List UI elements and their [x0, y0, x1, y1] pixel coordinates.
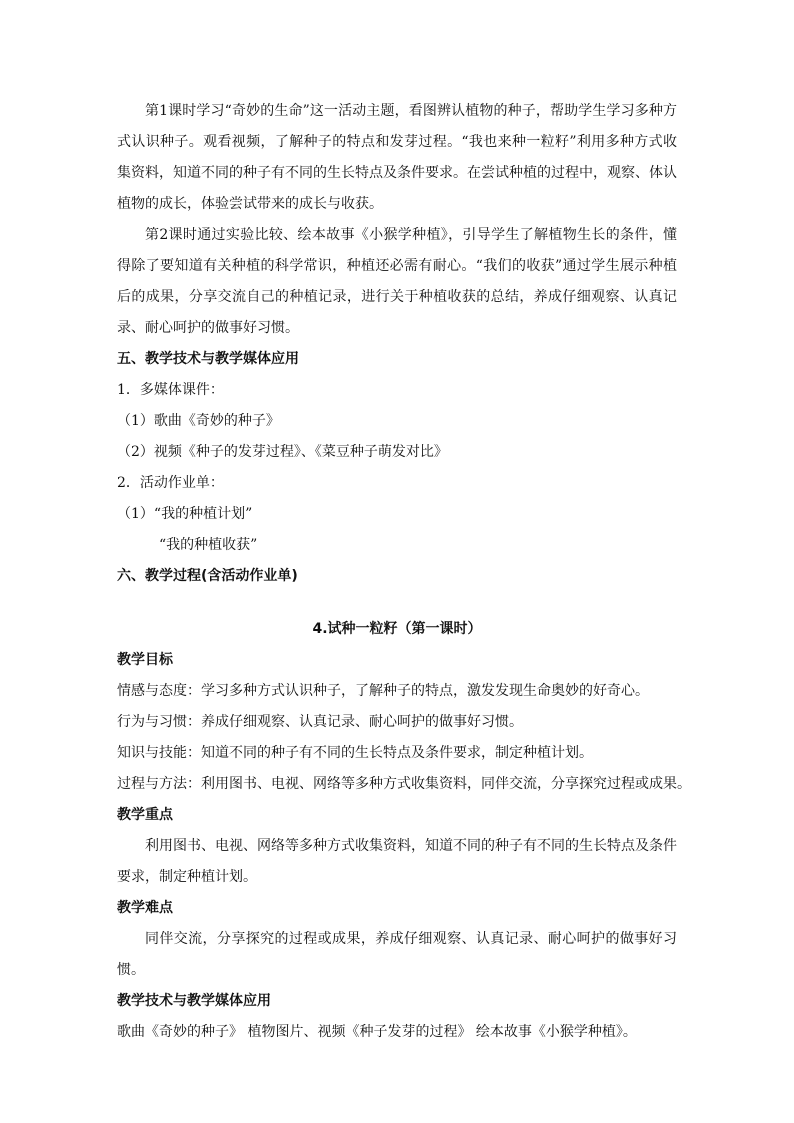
goals-heading: 教学目标 [117, 652, 173, 668]
key-points-heading: 教学重点 [117, 807, 173, 823]
intro-paragraph-1: 第1课时学习“奇妙的生命”这一活动主题，看图辨认植物的种子，帮助学生学习多种方式认识种子。观看视频，了解种子的特点和发芽过程。“我也来种一粒籽”利用多种方式收集资料，知道不同的种子有不同的生长特点及条件要求。在尝试种植的过程中，观察、体认植物的成长，体验尝试带来的成长与收获。 [117, 103, 677, 212]
section-5-heading: 五、教学技术与教学媒体应用 [117, 351, 299, 367]
media-item-2-2: “我的种植收获” [159, 537, 258, 553]
difficulty-heading: 教学难点 [117, 900, 173, 916]
section-spacer [117, 592, 677, 614]
goal-behavior: 行为与习惯：养成仔细观察、认真记录、耐心呵护的做事好习惯。 [117, 714, 523, 730]
goal-knowledge: 知识与技能：知道不同的种子有不同的生长特点及条件要求，制定种植计划。 [117, 745, 593, 761]
media-item-1-1: （1）歌曲《奇妙的种子》 [117, 413, 280, 429]
intro-paragraph-2: 第2课时通过实验比较、绘本故事《小猴学种植》，引导学生了解植物生长的条件，懂得除了要知道有关种植的科学常识，种植还必需有耐心。“我们的收获”通过学生展示种植后的成果，分享交流自己的种植记录，进行关于种植收获的总结，养成仔细观察、认真记录、耐心呵护的做事好习惯。 [117, 227, 677, 336]
media-item-1: 1．多媒体课件： [117, 382, 224, 398]
goal-emotion: 情感与态度：学习多种方式认识种子，了解种子的特点，激发发现生命奥妙的好奇心。 [117, 683, 649, 699]
document-body [117, 96, 691, 1048]
section-6-heading: 六、教学过程(含活动作业单) [117, 568, 298, 584]
key-points-text: 利用图书、电视、网络等多种方式收集资料，知道不同的种子有不同的生长特点及条件要求，制定种植计划。 [117, 838, 677, 885]
media-item-2: 2．活动作业单： [117, 475, 224, 491]
media-item-1-2: （2）视频《种子的发芽过程》、《菜豆种子萌发对比》 [117, 444, 448, 460]
difficulty-text: 同伴交流，分享探究的过程或成果，养成仔细观察、认真记录、耐心呵护的做事好习惯。 [117, 931, 677, 978]
media-item-2-1: （1）“我的种植计划” [117, 506, 253, 522]
tech-media-text: 歌曲《奇妙的种子》 植物图片、视频《种子发芽的过程》 绘本故事《小猴学种植》。 [117, 1024, 637, 1040]
lesson-title: 4.试种一粒籽（第一课时） [312, 621, 482, 637]
goal-process: 过程与方法：利用图书、电视、网络等多种方式收集资料，同伴交流，分享探究过程或成果。 [117, 776, 691, 792]
tech-media-heading: 教学技术与教学媒体应用 [117, 993, 271, 1009]
